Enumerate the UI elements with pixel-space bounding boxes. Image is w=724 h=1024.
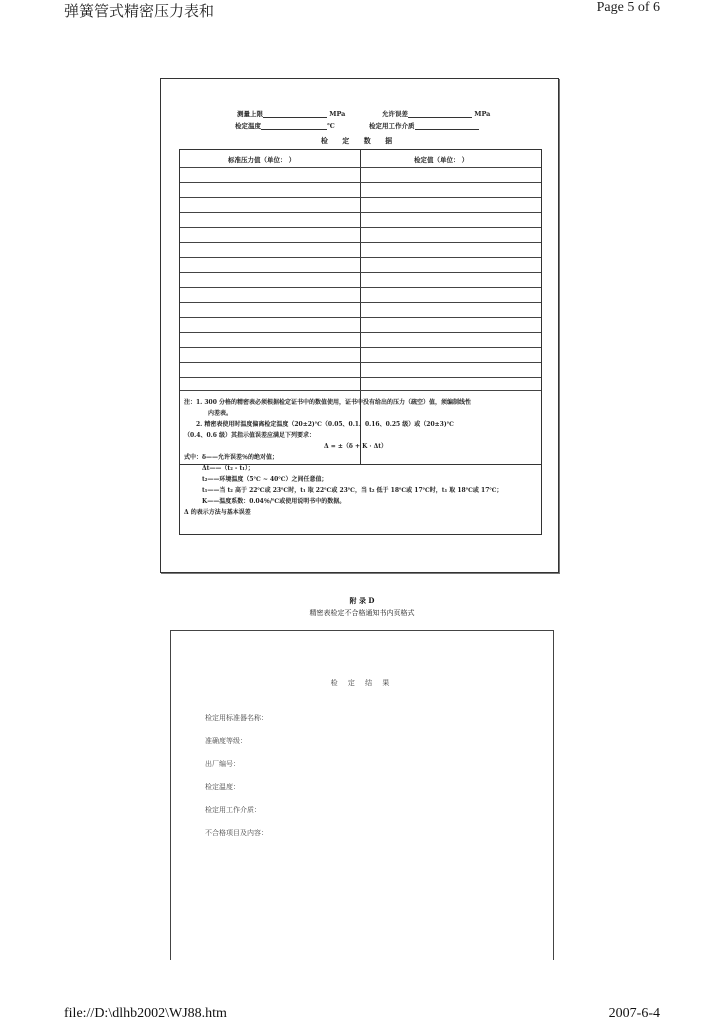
column-header-measured: 检定值（单位： ） [414,156,469,164]
upper-limit-row [237,109,345,118]
table-row-line [180,302,541,303]
note-line: 式中：δ——允许误差％的绝对值； [184,454,279,461]
allowed-error-blank [408,110,472,118]
medium-blank [415,122,479,130]
form-field-serial-number: 出厂编号： [205,760,240,768]
appendix-label: 附 录 D [349,596,375,605]
note-line: Δ 的表示方法与基本误差 [184,509,251,516]
temperature-label: 检定温度 [235,122,261,130]
form-field-accuracy-class: 准确度等级： [205,737,247,745]
table-row-line [180,167,541,168]
document-title: 弹簧管式精密压力表和 [64,2,215,20]
appendix-caption: 精密表检定不合格通知书内页格式 [309,609,415,617]
upper-limit-unit: MPa [329,110,346,118]
table-row-line [180,377,541,378]
section-title: 检 定 数 据 [320,136,399,145]
form-field-medium: 检定用工作介质： [205,806,261,814]
allowed-error-label: 允许误差 [382,110,408,118]
file-path: file://D:\dlhb2002\WJ88.htm [64,1006,227,1021]
note-line: 注：1. 300 分格的精密表必须根据检定证书中的数值使用，证书中没有给出的压力（疏空）值，须编制线性 [184,399,471,406]
verification-data-form [160,78,559,573]
table-row-line [180,197,541,198]
note-line: 2. 精密表使用时温度偏离检定温度（20±2)℃（0.05、0.1、0.16、0.25 级）或（20±3)℃ [196,421,454,428]
note-line: K——温度系数：0.04％/℃或使用说明书中的数据。 [202,498,346,505]
upper-limit-label: 测量上限 [237,110,263,118]
table-row-line [180,332,541,333]
temperature-blank [261,122,327,130]
table-row-line [180,212,541,213]
upper-limit-blank [263,110,327,118]
medium-label: 检定用工作介质 [369,122,415,130]
page-indicator: Page 5 of 6 [596,0,660,15]
form-field-standard-name: 检定用标准器名称： [205,714,268,722]
column-header-standard: 标准压力值（单位： ） [228,156,296,164]
note-line: Δt——（t₂ - t₁）； [202,465,254,472]
result-title: 检 定 结 果 [330,679,394,687]
note-line: t₂——环境温度（5℃ ~ 40℃）之间任意值； [202,476,328,483]
medium-row [369,121,479,130]
table-row-line [180,257,541,258]
table-row-line [180,287,541,288]
table-row-line [180,272,541,273]
table-row-line [180,347,541,348]
allowed-error-unit: MPa [474,110,491,118]
table-row-line [180,242,541,243]
notes-block [179,389,542,535]
form-field-failed-items: 不合格项目及内容： [205,829,268,837]
result-form [170,630,554,960]
allowed-error-row [382,109,490,118]
table-row-line [180,362,541,363]
temperature-unit: ℃ [327,122,335,130]
table-row-line [180,317,541,318]
note-line: （0.4、0.6 级）其指示值误差应满足下列要求： [184,432,315,439]
table-row-line [180,227,541,228]
form-field-temperature: 检定温度： [205,783,240,791]
note-line: 内差表。 [208,410,233,417]
print-date: 2007-6-4 [608,1006,660,1021]
formula: Δ = ±（δ + K · Δt） [324,443,388,450]
note-line: t₁——当 t₂ 高于 22℃或 23℃时，t₁ 取 22℃或 23℃，当 t₂ 低于 18℃或 17℃时，t₁ 取 18℃或 17℃； [202,487,503,494]
table-row-line [180,182,541,183]
temperature-row [235,121,335,130]
